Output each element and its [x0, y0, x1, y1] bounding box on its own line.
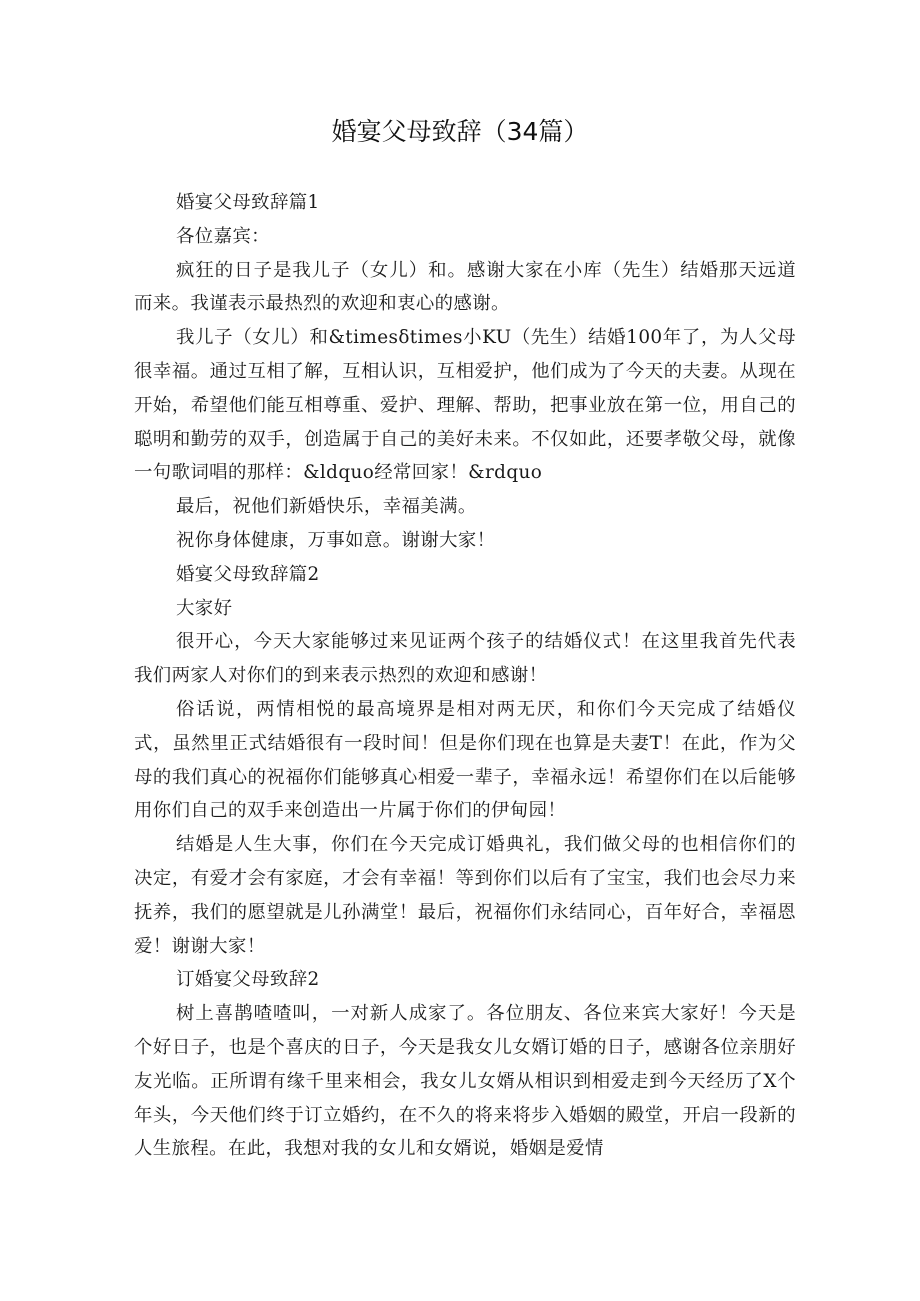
page-title: 婚宴父母致辞（34篇） — [331, 117, 589, 146]
salutation: 大家好 — [176, 597, 233, 619]
paragraph: 最后，祝他们新婚快乐，幸福美满。 — [176, 496, 477, 518]
paragraph: 疯狂的日子是我儿子（女儿）和。感谢大家在小库（先生）结婚那天远道而来。我谨表示最热烈的欢迎和衷心的感谢。 — [134, 259, 796, 315]
section-heading: 婚宴父母致辞篇2 — [176, 563, 320, 585]
section-heading: 婚宴父母致辞篇1 — [176, 192, 320, 213]
paragraph: 很开心，今天大家能够过来见证两个孩子的结婚仪式！在这里我首先代表我们两家人对你们的到来表示热烈的欢迎和感谢！ — [134, 631, 796, 687]
paragraph: 俗话说，两情相悦的最高境界是相对两无厌，和你们今天完成了结婚仪式，虽然里正式结婚很有一段时间！但是你们现在也算是夫妻T！在此，作为父母的我们真心的祝福你们能够真心相爱一辈子，幸福永远！希望你们在以后能够用你们自己的双手来创造出一片属于你们的伊甸园！ — [134, 698, 796, 822]
paragraph: 结婚是人生大事，你们在今天完成订婚典礼，我们做父母的也相信你们的决定，有爱才会有家庭，才会有幸福！等到你们以后有了宝宝，我们也会尽力来抚养，我们的愿望就是儿孙满堂！最后，祝福你们永结同心，百年好合，幸福恩爱！谢谢大家！ — [134, 834, 796, 957]
salutation: 各位嘉宾： — [176, 225, 270, 247]
document-body — [134, 186, 796, 1166]
paragraph: 树上喜鹊喳喳叫，一对新人成家了。各位朋友、各位来宾大家好！今天是个好日子，也是个喜庆的日子，今天是我女儿女婿订婚的日子，感谢各位亲朋好友光临。正所谓有缘千里来相会，我女儿女婿从相识到相爱走到今天经历了X个年头，今天他们终于订立婚约，在不久的将来将步入婚姻的殿堂，开启一段新的人生旅程。在此，我想对我的女儿和女婿说，婚姻是爱情 — [134, 1003, 796, 1160]
paragraph: 祝你身体健康，万事如意。谢谢大家！ — [176, 529, 496, 551]
paragraph: 我儿子（女儿）和&timesδtimes小KU（先生）结婚100年了，为人父母很幸福。通过互相了解，互相认识，互相爱护，他们成为了今天的夫妻。从现在开始，希望他们能互相尊重、爱护、理解、帮助，把事业放在第一位，用自己的聪明和勤劳的双手，创造属于自己的美好未来。不仅如此，还要孝敬父母，就像一句歌词唱的那样：&ldquo经常回家！&rdquo — [134, 327, 796, 484]
section-heading: 订婚宴父母致辞2 — [176, 969, 320, 991]
